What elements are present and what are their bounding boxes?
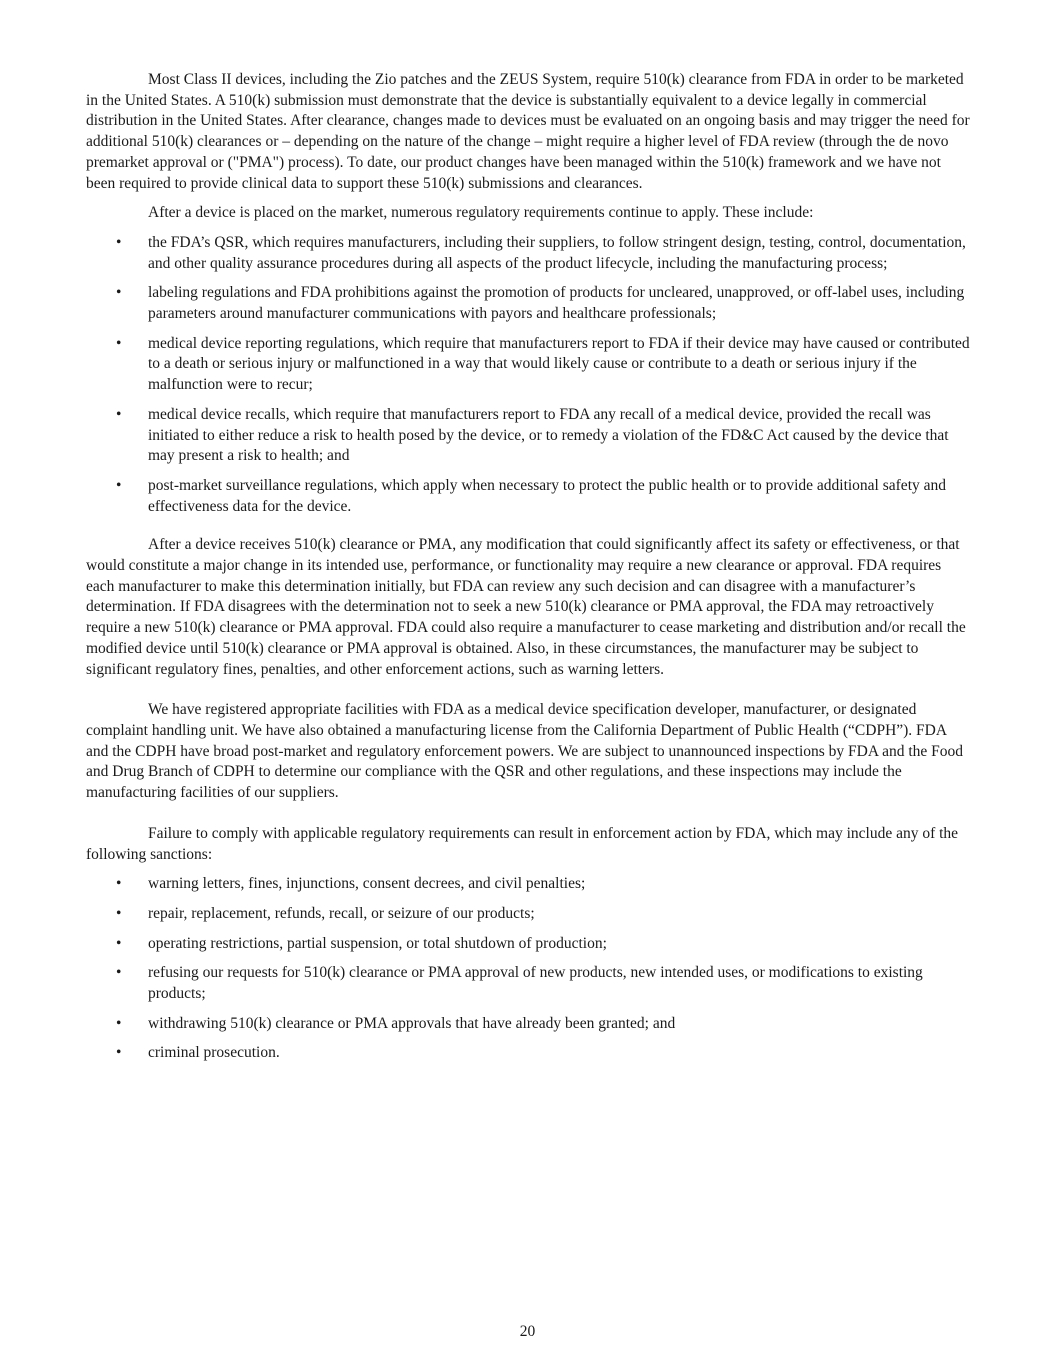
bullet-icon: • (116, 476, 122, 494)
list-item-text: the FDA’s QSR, which requires manufacturers, including their suppliers, to follow stringent design, testing, control, documentation, and other quality assurance procedures during all aspects of the product lifecycle, including the manufacturing process; (148, 233, 966, 272)
paragraph-post-market-intro: After a device is placed on the market, numerous regulatory requirements continue to apply. These include: (148, 204, 814, 222)
list-item-text: medical device recalls, which require that manufacturers report to FDA any recall of a medical device, provided the recall was initiated to either reduce a risk to health posed by the device, or to remedy a violation of the FD&C Act caused by the device that may present a risk to health; and (148, 405, 949, 465)
bullet-icon: • (116, 1014, 122, 1032)
bullet-icon: • (116, 964, 122, 982)
bullet-icon: • (116, 405, 122, 423)
paragraph-facility-registration: We have registered appropriate facilities with FDA as a medical device specification developer, manufacturer, or designated complaint handling unit. We have also obtained a manufacturing license from the California Department of Public Health (“CDPH”). FDA and the CDPH have broad post-market and regulatory enforcement powers. We are subject to unannounced inspections by FDA and the Food and Drug Branch of CDPH to determine our compliance with the QSR and other regulations, and these inspections may include the manufacturing facilities of our suppliers. (86, 701, 964, 802)
list-item (86, 934, 972, 955)
bullet-icon: • (116, 334, 122, 352)
list-item-text: repair, replacement, refunds, recall, or seizure of our products; (148, 904, 535, 922)
list-item (86, 1043, 972, 1064)
bullet-icon: • (116, 1044, 122, 1062)
regulatory-requirements-list (86, 233, 972, 517)
list-item (86, 1014, 972, 1035)
document-body (86, 70, 972, 1073)
paragraph-modification-clearance: After a device receives 510(k) clearance or PMA, any modification that could significantly affect its safety or effectiveness, or that would constitute a major change in its intended use, performance, or functionality may require a new clearance or approval. FDA requires each manufacturer to make this determination initially, but FDA can review any such decision and can disagree with a manufacturer’s determination. If FDA disagrees with the determination not to seek a new 510(k) clearance or PMA approval, the FDA may retroactively require a new 510(k) clearance or PMA approval. FDA could also require a manufacturer to cease marketing and distribution and/or recall the modified device until 510(k) clearance or PMA approval is obtained. Also, in these circumstances, the manufacturer may be subject to significant regulatory fines, penalties, and other enforcement actions, such as warning letters. (86, 536, 966, 678)
list-item-text: warning letters, fines, injunctions, consent decrees, and civil penalties; (148, 875, 586, 893)
list-item-text: refusing our requests for 510(k) clearance or PMA approval of new products, new intended uses, or modifications to existing products; (148, 964, 923, 1003)
list-item (86, 874, 972, 895)
list-item-text: withdrawing 510(k) clearance or PMA approvals that have already been granted; and (148, 1014, 676, 1032)
list-item (86, 334, 972, 396)
sanctions-list (86, 874, 972, 1064)
list-item-text: operating restrictions, partial suspension, or total shutdown of production; (148, 934, 607, 952)
bullet-icon: • (116, 904, 122, 922)
list-item-text: post-market surveillance regulations, which apply when necessary to protect the public health or to provide additional safety and effectiveness data for the device. (148, 476, 947, 515)
page-number: 20 (519, 1323, 536, 1340)
bullet-icon: • (116, 934, 122, 952)
bullet-icon: • (116, 284, 122, 302)
list-item (86, 476, 972, 517)
list-item (86, 233, 972, 274)
paragraph-510k-clearance: Most Class II devices, including the Zio patches and the ZEUS System, require 510(k) clearance from FDA in order to be marketed in the United States. A 510(k) submission must demonstrate that the device is substantially equivalent to a device legally in commercial distribution in the United States. After clearance, changes made to devices must be evaluated on an ongoing basis and may trigger the need for additional 510(k) clearances or – depending on the nature of the change – might require a higher level of FDA review (through the de novo premarket approval or ("PMA") process). To date, our product changes have been managed within the 510(k) framework and we have not been required to provide clinical data to support these 510(k) submissions and clearances. (86, 71, 970, 192)
list-item (86, 283, 972, 324)
list-item (86, 963, 972, 1004)
paragraph-sanctions-intro: Failure to comply with applicable regulatory requirements can result in enforcement action by FDA, which may include any of the following sanctions: (86, 824, 959, 863)
list-item-text: criminal prosecution. (148, 1044, 280, 1062)
list-item (86, 405, 972, 467)
list-item-text: labeling regulations and FDA prohibitions against the promotion of products for uncleared, unapproved, or off-label uses, including parameters around manufacturer communications with payors and healthcare professionals; (148, 284, 965, 323)
bullet-icon: • (116, 233, 122, 251)
bullet-icon: • (116, 875, 122, 893)
list-item-text: medical device reporting regulations, which require that manufacturers report to FDA if their device may have caused or contributed to a death or serious injury or malfunctioned in a way that would likely cause or contribute to a death or serious injury if the malfunction were to recur; (148, 334, 970, 394)
list-item (86, 904, 972, 925)
